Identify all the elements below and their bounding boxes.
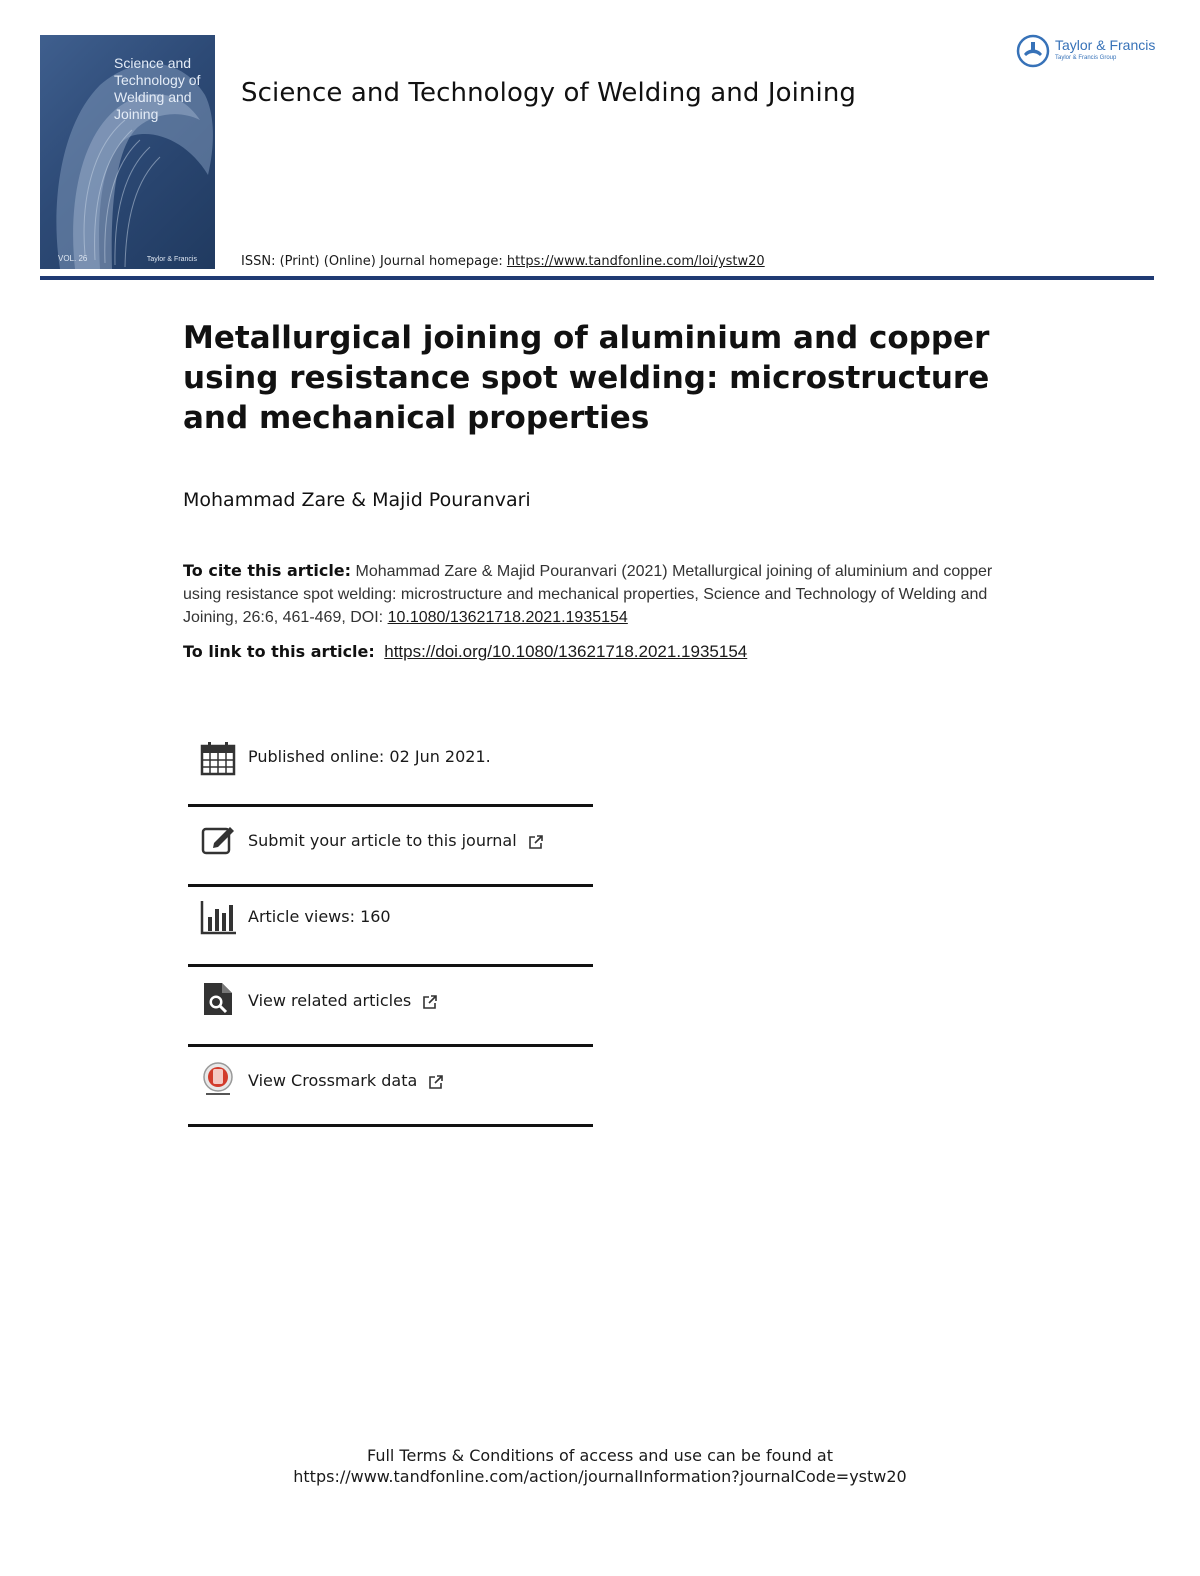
cover-volume: VOL. 26 xyxy=(58,254,88,263)
cite-doi-link[interactable]: 10.1080/13621718.2021.1935154 xyxy=(387,609,628,626)
cover-publisher: Taylor & Francis xyxy=(146,256,197,263)
issn-line xyxy=(241,254,765,269)
submit-label: Submit your article to this journal xyxy=(248,831,517,850)
calendar-icon xyxy=(200,740,236,776)
footer-terms-link[interactable]: https://www.tandfonline.com/action/journalInformation?journalCode=ystw20 xyxy=(293,1467,907,1486)
crossmark-label: View Crossmark data xyxy=(248,1071,418,1090)
publisher-group: Taylor & Francis Group xyxy=(1055,55,1117,61)
document-search-icon xyxy=(200,981,236,1017)
views-row xyxy=(188,887,593,964)
submit-article-link[interactable] xyxy=(248,831,544,850)
publisher-lamp-icon xyxy=(1016,34,1050,68)
footer-line-1: Full Terms & Conditions of access and use can be found at xyxy=(366,1446,834,1465)
crossmark-icon xyxy=(200,1061,236,1097)
published-date: Published online: 02 Jun 2021. xyxy=(248,747,491,766)
article-title: Metallurgical joining of aluminium and copper using resistance spot welding: microstructure and mechanical properties xyxy=(183,320,990,436)
cover-title: Science and Technology of Welding and Joining xyxy=(114,55,201,122)
link-label: To link to this article: xyxy=(183,642,375,661)
journal-homepage-link[interactable]: https://www.tandfonline.com/loi/ystw20 xyxy=(506,254,765,269)
cite-text: Mohammad Zare & Majid Pouranvari (2021) Metallurgical joining of aluminium and copper using resistance spot welding: microstructure and mechanical properties, Science and Technology of Welding and Joining, 26:6, 461-469, DOI: xyxy=(183,563,993,626)
publisher-name: Taylor & Francis xyxy=(1055,37,1156,53)
journal-cover xyxy=(40,35,215,269)
related-articles-link[interactable] xyxy=(248,991,438,1010)
publisher-logo xyxy=(1016,34,1156,70)
citation-block xyxy=(183,559,1013,629)
crossmark-link[interactable] xyxy=(248,1071,444,1090)
published-row xyxy=(188,728,593,804)
edit-icon xyxy=(200,821,236,857)
crossmark-row[interactable] xyxy=(188,1047,593,1124)
article-views: Article views: 160 xyxy=(248,907,391,926)
related-row[interactable] xyxy=(188,967,593,1044)
external-link-icon xyxy=(428,1074,444,1090)
cite-label: To cite this article: xyxy=(183,561,352,580)
related-label: View related articles xyxy=(248,991,412,1010)
submit-row[interactable] xyxy=(188,807,593,884)
header-divider xyxy=(40,276,1154,280)
panel-divider xyxy=(188,1124,593,1127)
article-doi-link[interactable]: https://doi.org/10.1080/13621718.2021.1935154 xyxy=(384,642,748,661)
link-line xyxy=(183,642,747,662)
bar-chart-icon xyxy=(200,899,236,935)
article-info-panel xyxy=(188,728,593,1127)
footer-terms xyxy=(0,1445,1200,1487)
journal-title: Science and Technology of Welding and Joining xyxy=(241,78,857,108)
issn-prefix: ISSN: (Print) (Online) Journal homepage: xyxy=(241,254,507,269)
article-authors: Mohammad Zare & Majid Pouranvari xyxy=(183,489,531,511)
external-link-icon xyxy=(422,994,438,1010)
external-link-icon xyxy=(528,834,544,850)
